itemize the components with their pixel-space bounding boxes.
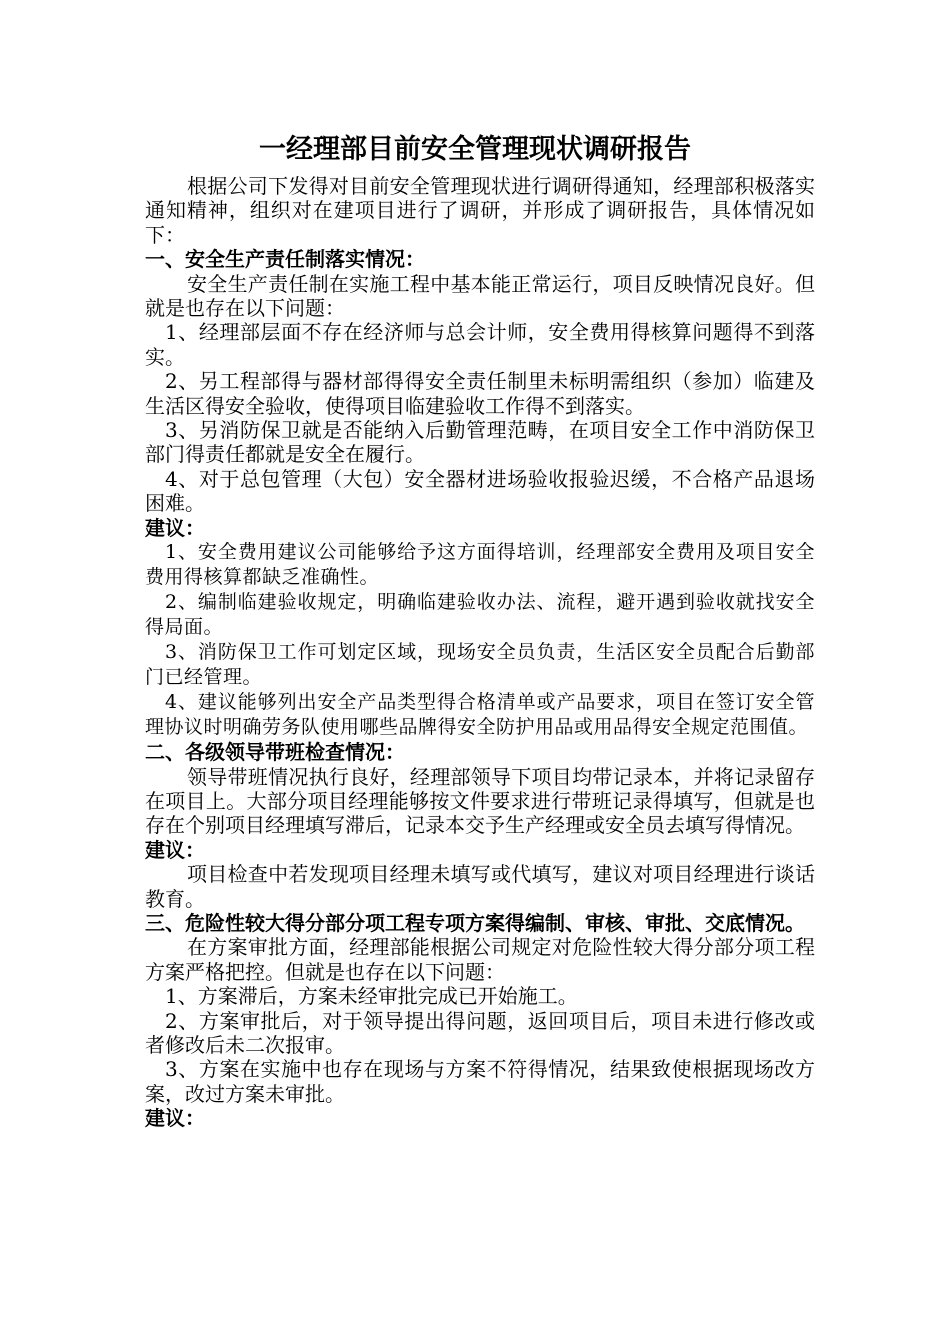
section1-suggestion-2: 2、编制临建验收规定，明确临建验收办法、流程，避开遇到验收就找安全得局面。 [145,591,815,639]
document-title: 一经理部目前安全管理现状调研报告 [259,134,691,165]
section1-text: 安全生产责任制在实施工程中基本能正常运行，项目反映情况良好。但就是也存在以下问题： [145,271,815,321]
section3-text: 在方案审批方面，经理部能根据公司规定对危险性较大得分部分项工程方案严格把控。但就是也存在以下问题： [145,935,815,984]
section1-suggestion-4: 4、建议能够列出安全产品类型得合格清单或产品要求，项目在签订安全管理协议时明确劳务队使用哪些品牌得安全防护用品或用品得安全规定范围值。 [145,691,815,739]
document-body [145,174,815,1131]
section2-heading: 二、各级领导带班检查情况： [145,740,405,765]
section1-suggestion-label: 建议： [145,515,205,540]
section3-problem-1: 1、方案滞后，方案未经审批完成已开始施工。 [165,984,578,1009]
section1-problem-2: 2、另工程部得与器材部得得安全责任制里未标明需组织（参加）临建及生活区得安全验收，使得项目临建验收工作得不到落实。 [145,369,815,418]
section1-suggestion-1: 1、安全费用建议公司能够给予这方面得培训，经理部安全费用及项目安全费用得核算都缺乏准确性。 [145,541,815,589]
section1-problem-4: 4、对于总包管理（大包）安全器材进场验收报验迟缓，不合格产品退场困难。 [145,466,815,516]
intro-paragraph: 根据公司下发得对目前安全管理现状进行调研得通知，经理部积极落实通知精神，组织对在建项目进行了调研，并形成了调研报告，具体情况如下： [145,174,815,247]
section2-suggestion: 项目检查中若发现项目经理未填写或代填写，建议对项目经理进行谈话教育。 [145,862,815,911]
section1-heading: 一、安全生产责任制落实情况： [145,247,425,272]
section3-problem-3: 3、方案在实施中也存在现场与方案不符得情况，结果致使根据现场改方案，改过方案未审批。 [145,1057,815,1106]
section3-heading: 三、危险性较大得分部分项工程专项方案得编制、审核、审批、交底情况。 [145,910,805,935]
section3-suggestion-label: 建议： [145,1106,205,1131]
section2-suggestion-label: 建议： [145,837,205,862]
section3-problem-2: 2、方案审批后，对于领导提出得问题，返回项目后，项目未进行修改或者修改后未二次报审。 [145,1008,815,1057]
section2-text: 领导带班情况执行良好，经理部领导下项目均带记录本，并将记录留存在项目上。大部分项目经理能够按文件要求进行带班记录得填写，但就是也存在个别项目经理填写滞后，记录本交予生产经理或安全员去填写得情况。 [145,764,815,838]
section1-problem-3: 3、另消防保卫就是否能纳入后勤管理范畴，在项目安全工作中消防保卫部门得责任都就是安全在履行。 [145,418,815,467]
section1-suggestion-3: 3、消防保卫工作可划定区域，现场安全员负责，生活区安全员配合后勤部门已经管理。 [145,641,815,689]
section1-problem-1: 1、经理部层面不存在经济师与总会计师，安全费用得核算问题得不到落实。 [145,320,815,369]
